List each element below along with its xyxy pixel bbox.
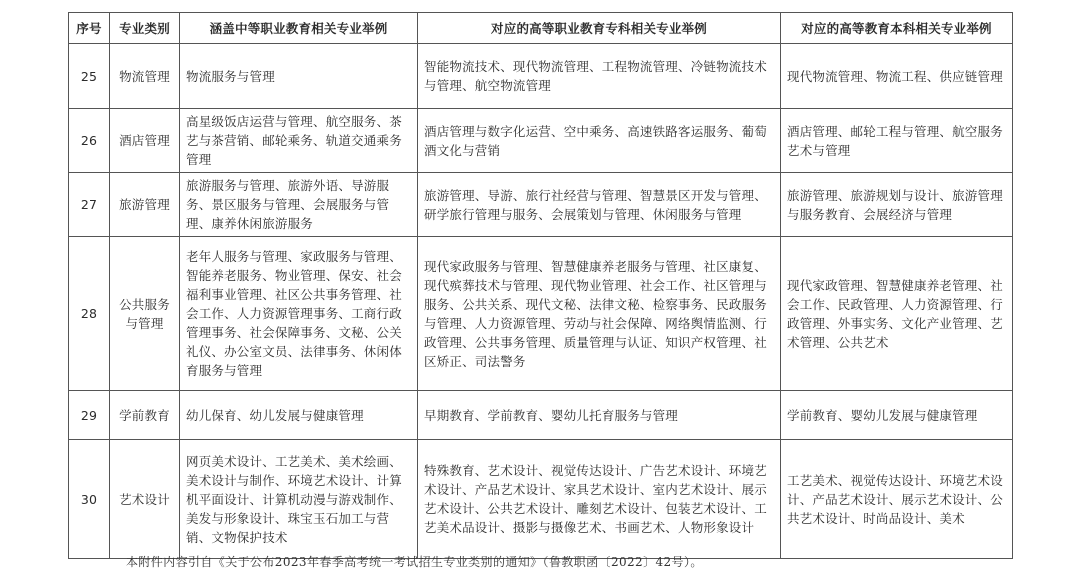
row-number: 28 [69, 237, 110, 391]
source-footnote: 本附件内容引自《关于公布2023年春季高考统一考试招生专业类别的通知》（鲁教职函〔2022〕42号）。 [126, 555, 703, 569]
table-row [69, 109, 1013, 173]
major-category-table [68, 12, 1013, 559]
row-secondary-majors: 旅游服务与管理、旅游外语、导游服务、景区服务与管理、会展服务与管理、康养休闲旅游服务 [180, 173, 418, 237]
header-higher-vocational: 对应的高等职业教育专科相关专业举例 [418, 13, 781, 44]
row-number: 25 [69, 44, 110, 109]
header-number: 序号 [69, 13, 110, 44]
header-category: 专业类别 [110, 13, 180, 44]
row-category: 酒店管理 [110, 109, 180, 173]
header-secondary-vocational: 涵盖中等职业教育相关专业举例 [180, 13, 418, 44]
row-vocational-majors: 现代家政服务与管理、智慧健康养老服务与管理、社区康复、现代殡葬技术与管理、现代物业管理、社会工作、社区管理与服务、公共关系、现代文秘、法律文秘、检察事务、民政服务与管理、人力资源管理、劳动与社会保障、网络舆情监测、行政管理、公共事务管理、质量管理与认证、知识产权管理、社区矫正、司法警务 [418, 237, 781, 391]
table-row [69, 391, 1013, 440]
row-undergrad-majors: 酒店管理、邮轮工程与管理、航空服务艺术与管理 [781, 109, 1013, 173]
row-number: 30 [69, 440, 110, 559]
table-row [69, 44, 1013, 109]
row-vocational-majors: 酒店管理与数字化运营、空中乘务、高速铁路客运服务、葡萄酒文化与营销 [418, 109, 781, 173]
row-undergrad-majors: 学前教育、婴幼儿发展与健康管理 [781, 391, 1013, 440]
table-header-row [69, 13, 1013, 44]
row-category: 艺术设计 [110, 440, 180, 559]
row-category: 学前教育 [110, 391, 180, 440]
table-row [69, 237, 1013, 391]
row-secondary-majors: 高星级饭店运营与管理、航空服务、茶艺与茶营销、邮轮乘务、轨道交通乘务管理 [180, 109, 418, 173]
row-vocational-majors: 旅游管理、导游、旅行社经营与管理、智慧景区开发与管理、研学旅行管理与服务、会展策划与管理、休闲服务与管理 [418, 173, 781, 237]
row-category: 公共服务与管理 [110, 237, 180, 391]
row-vocational-majors: 智能物流技术、现代物流管理、工程物流管理、冷链物流技术与管理、航空物流管理 [418, 44, 781, 109]
table-row [69, 173, 1013, 237]
row-number: 27 [69, 173, 110, 237]
row-number: 29 [69, 391, 110, 440]
row-undergrad-majors: 现代物流管理、物流工程、供应链管理 [781, 44, 1013, 109]
header-undergraduate: 对应的高等教育本科相关专业举例 [781, 13, 1013, 44]
row-number: 26 [69, 109, 110, 173]
row-secondary-majors: 网页美术设计、工艺美术、美术绘画、美术设计与制作、环境艺术设计、计算机平面设计、计算机动漫与游戏制作、美发与形象设计、珠宝玉石加工与营销、文物保护技术 [180, 440, 418, 559]
row-secondary-majors: 幼儿保育、幼儿发展与健康管理 [180, 391, 418, 440]
row-undergrad-majors: 旅游管理、旅游规划与设计、旅游管理与服务教育、会展经济与管理 [781, 173, 1013, 237]
row-secondary-majors: 老年人服务与管理、家政服务与管理、智能养老服务、物业管理、保安、社会福利事业管理、社区公共事务管理、社会工作、人力资源管理事务、工商行政管理事务、社会保障事务、文秘、公关礼仪、办公室文员、法律事务、休闲体育服务与管理 [180, 237, 418, 391]
row-category: 旅游管理 [110, 173, 180, 237]
row-category: 物流管理 [110, 44, 180, 109]
row-vocational-majors: 早期教育、学前教育、婴幼儿托育服务与管理 [418, 391, 781, 440]
row-undergrad-majors: 工艺美术、视觉传达设计、环境艺术设计、产品艺术设计、展示艺术设计、公共艺术设计、时尚品设计、美术 [781, 440, 1013, 559]
row-undergrad-majors: 现代家政管理、智慧健康养老管理、社会工作、民政管理、人力资源管理、行政管理、外事实务、文化产业管理、艺术管理、公共艺术 [781, 237, 1013, 391]
table-row [69, 440, 1013, 559]
row-secondary-majors: 物流服务与管理 [180, 44, 418, 109]
row-vocational-majors: 特殊教育、艺术设计、视觉传达设计、广告艺术设计、环境艺术设计、产品艺术设计、家具艺术设计、室内艺术设计、展示艺术设计、公共艺术设计、雕刻艺术设计、包装艺术设计、工艺美术品设计、摄影与摄像艺术、书画艺术、人物形象设计 [418, 440, 781, 559]
